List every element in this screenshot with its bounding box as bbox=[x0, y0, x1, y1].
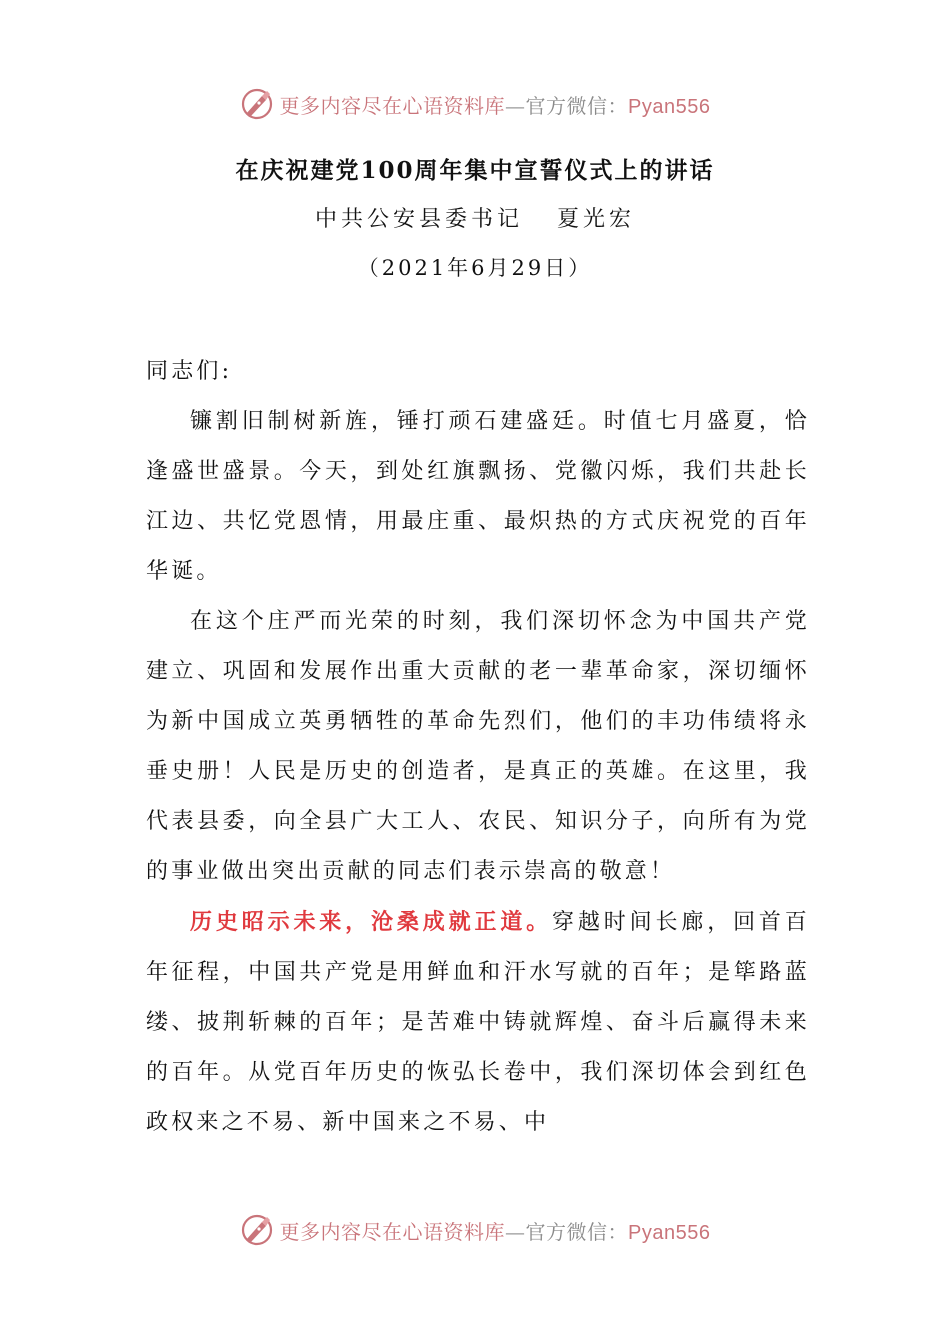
author-org: 中共公安县委书记 bbox=[314, 207, 523, 232]
document-body bbox=[146, 347, 810, 1148]
watermark-dash: — bbox=[505, 93, 526, 118]
document-title: 在庆祝建党100周年集中宣誓仪式上的讲话 bbox=[235, 157, 715, 184]
watermark-wechat-label: 官方微信： bbox=[525, 93, 629, 118]
watermark-wechat-label: 官方微信： bbox=[525, 1219, 629, 1244]
pen-nib-logo-icon bbox=[240, 1213, 274, 1247]
watermark-text bbox=[280, 1216, 711, 1245]
author-name: 夏光宏 bbox=[557, 207, 636, 232]
watermark-text bbox=[280, 90, 711, 119]
paragraph-1: 镰割旧制树新旌，锤打顽石建盛廷。时值七月盛夏，恰逢盛世盛景。今天，到处红旗飘扬、党徽闪烁，我们共赴长江边、共忆党恩情，用最庄重、最炽热的方式庆祝党的百年华诞。 bbox=[146, 409, 810, 584]
highlight-sentence: 历史昭示未来，沧桑成就正道。 bbox=[190, 909, 553, 935]
watermark-wechat-id: Pyan556 bbox=[628, 1221, 711, 1244]
watermark-dash: — bbox=[505, 1219, 526, 1244]
watermark-site-name: 更多内容尽在心语资料库 bbox=[279, 93, 506, 118]
watermark-banner-top bbox=[0, 84, 950, 124]
document-date: （2021年6月29日） bbox=[357, 256, 593, 280]
paragraph-2: 在这个庄严而光荣的时刻，我们深切怀念为中国共产党建立、巩固和发展作出重大贡献的老一辈革命家，深切缅怀为新中国成立英勇牺牲的革命先烈们，他们的丰功伟绩将永垂史册！人民是历史的创造者，是真正的英雄。在这里，我代表县委，向全县广大工人、农民、知识分子，向所有为党的事业做出突出贡献的同志们表示崇高的敬意！ bbox=[146, 609, 810, 884]
watermark-wechat-id: Pyan556 bbox=[628, 95, 711, 118]
paragraph-3 bbox=[146, 897, 810, 1148]
watermark-banner-bottom bbox=[0, 1210, 950, 1250]
pen-nib-logo-icon bbox=[240, 87, 274, 121]
paragraph-3-text: 穿越时间长廊，回首百年征程，中国共产党是用鲜血和汗水写就的百年；是筚路蓝缕、披荆斩棘的百年；是苦难中铸就辉煌、奋斗后赢得未来的百年。从党百年历史的恢弘长卷中，我们深切体会到红色政权来之不易、新中国来之不易、中 bbox=[146, 910, 810, 1135]
watermark-site-name: 更多内容尽在心语资料库 bbox=[279, 1219, 506, 1244]
salutation: 同志们: bbox=[146, 359, 233, 384]
document-author bbox=[0, 202, 950, 233]
